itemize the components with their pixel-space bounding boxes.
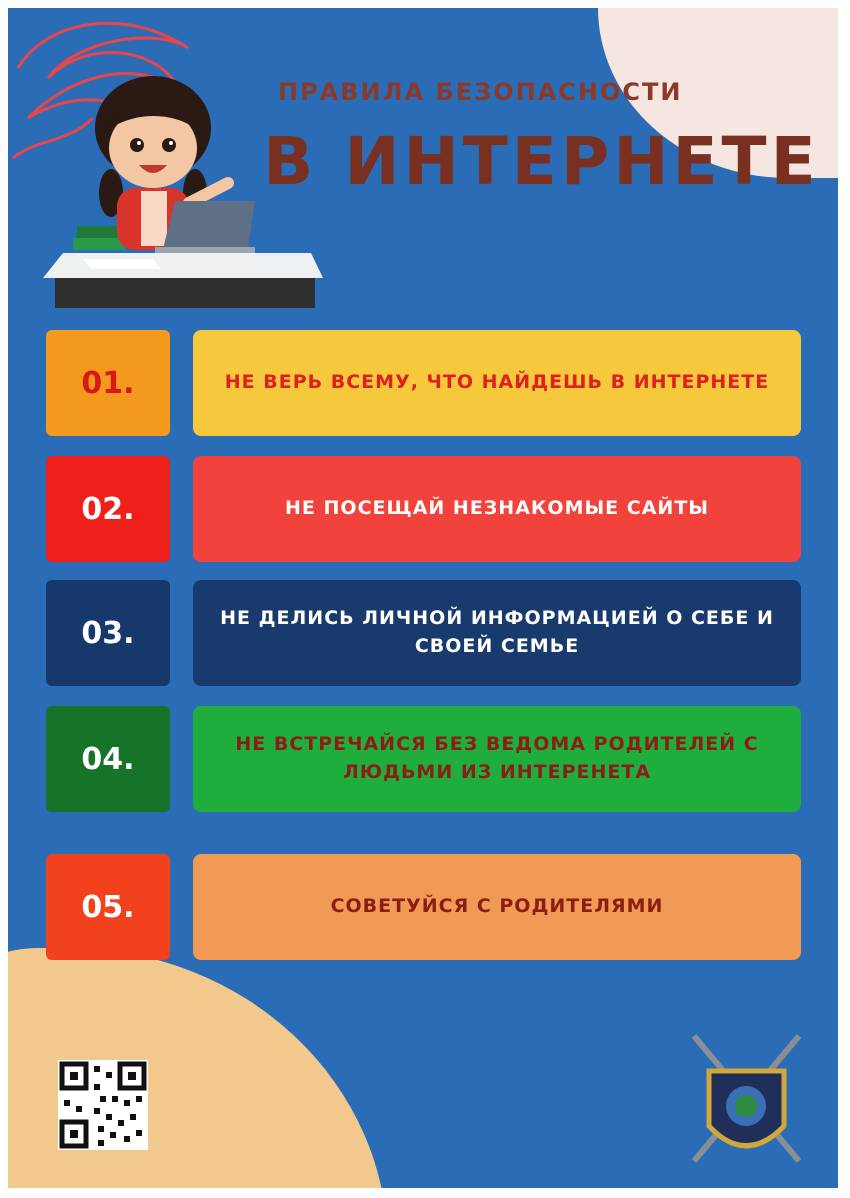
rule-text: НЕ ДЕЛИСЬ ЛИЧНОЙ ИНФОРМАЦИЕЙ О СЕБЕ И СВОЕЙ СЕМЬЕ xyxy=(193,580,801,686)
rule-row-4 xyxy=(46,706,801,812)
rule-row-2 xyxy=(46,456,801,562)
qr-code-icon xyxy=(58,1060,148,1150)
rule-number: 01. xyxy=(46,330,170,436)
rule-text: НЕ ПОСЕЩАЙ НЕЗНАКОМЫЕ САЙТЫ xyxy=(193,456,801,562)
poster-subtitle: ПРАВИЛА БЕЗОПАСНОСТИ xyxy=(278,78,683,106)
rule-number: 02. xyxy=(46,456,170,562)
poster-title: В ИНТЕРНЕТЕ xyxy=(263,123,820,200)
committee-emblem-icon xyxy=(684,1026,809,1176)
rule-text: НЕ ВЕРЬ ВСЕМУ, ЧТО НАЙДЕШЬ В ИНТЕРНЕТЕ xyxy=(193,330,801,436)
rule-text: НЕ ВСТРЕЧАЙСЯ БЕЗ ВЕДОМА РОДИТЕЛЕЙ С ЛЮДЬМИ ИЗ ИНТЕРЕНЕТА xyxy=(193,706,801,812)
rule-row-3 xyxy=(46,580,801,686)
rule-number: 05. xyxy=(46,854,170,960)
rule-text: СОВЕТУЙСЯ С РОДИТЕЛЯМИ xyxy=(193,854,801,960)
girl-at-laptop-icon xyxy=(43,73,328,313)
rule-row-5 xyxy=(46,854,801,960)
rule-number: 04. xyxy=(46,706,170,812)
rule-number: 03. xyxy=(46,580,170,686)
rule-row-1 xyxy=(46,330,801,436)
poster xyxy=(8,8,838,1188)
